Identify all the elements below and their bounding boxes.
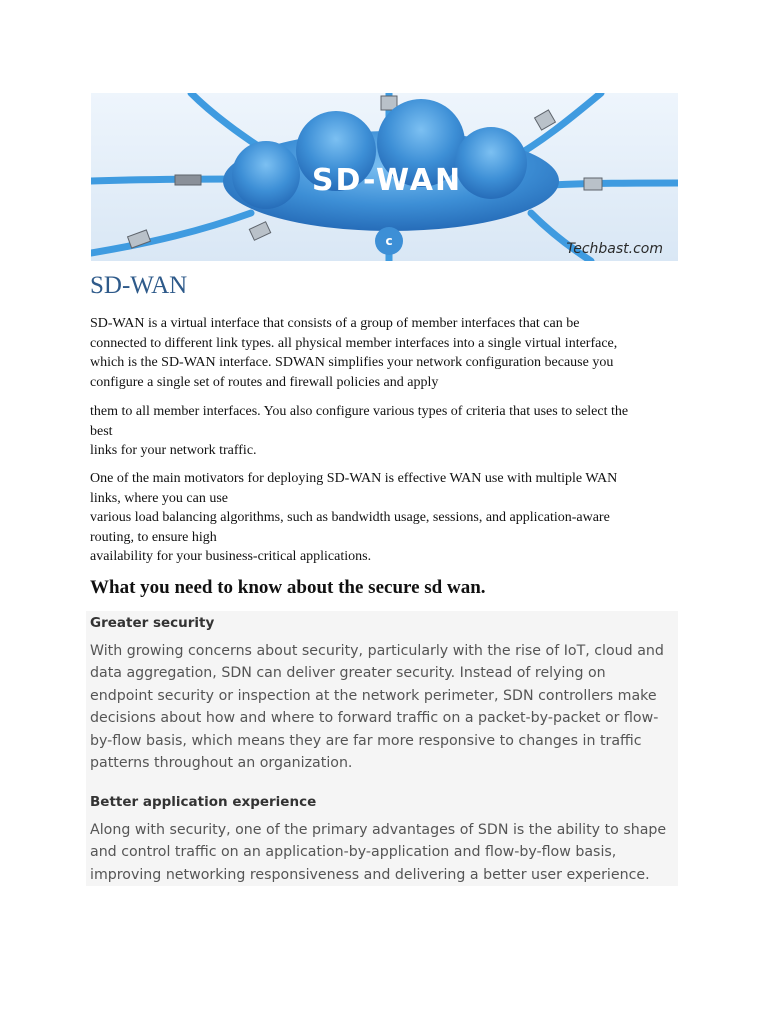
text-line: connected to different link types. all physical member interfaces into a single virtual interface, — [90, 335, 618, 351]
watermark: Techbast.com — [566, 241, 663, 257]
intro-paragraph — [90, 314, 670, 392]
text-line: configure a single set of routes and firewall policies and apply — [90, 374, 439, 390]
text-line: endpoint security or inspection at the network perimeter, SDN controllers make — [90, 687, 657, 704]
text-line: routing, to ensure high — [90, 529, 217, 545]
text-line: various load balancing algorithms, such as bandwidth usage, sessions, and application-aware — [90, 510, 610, 525]
text-line: data aggregation, SDN can deliver greater security. Instead of relying on — [90, 665, 606, 682]
text-line: patterns throughout an organization. — [90, 755, 353, 772]
text-line: by-flow basis, which means they are far more responsive to changes in traffic — [90, 732, 642, 749]
third-paragraph — [90, 469, 680, 567]
text-line: Along with security, one of the primary advantages of SDN is the ability to shape — [90, 822, 667, 838]
second-paragraph — [90, 402, 680, 461]
text-line: links, where you can use — [90, 490, 229, 506]
section-heading: What you need to know about the secure sd wan. — [90, 577, 486, 598]
text-line: decisions about how and where to forward traffic on a packet-by-packet or flow- — [90, 710, 659, 727]
text-line: which is the SD-WAN interface. SDWAN simplifies your network configuration because you — [90, 355, 614, 370]
svg-text:c: c — [385, 234, 393, 248]
cloud-label: SD-WAN — [311, 163, 463, 198]
text-line: One of the main motivators for deploying SD-WAN is effective WAN use with multiple WAN — [90, 471, 618, 486]
page-title: SD-WAN — [90, 272, 188, 299]
better-application-experience-text — [90, 819, 674, 886]
text-line: best — [90, 423, 113, 439]
text-line: improving networking responsiveness and delivering a better user experience. — [90, 866, 650, 883]
text-line: them to all member interfaces. You also configure various types of criteria that uses to select the — [90, 404, 629, 419]
subheading-greater-security: Greater security — [90, 615, 215, 631]
greater-security-text — [90, 640, 674, 774]
sd-wan-cloud-illustration — [91, 93, 678, 261]
hero-image — [91, 93, 678, 261]
text-line: With growing concerns about security, particularly with the rise of IoT, cloud and — [90, 643, 664, 659]
text-line: availability for your business-critical applications. — [90, 549, 372, 564]
text-line: SD-WAN is a virtual interface that consists of a group of member interfaces that can be — [90, 316, 580, 331]
subheading-better-application-experience: Better application experience — [90, 794, 317, 810]
text-line: and control traffic on an application-by-application and flow-by-flow basis, — [90, 844, 617, 861]
text-line: links for your network traffic. — [90, 443, 257, 458]
